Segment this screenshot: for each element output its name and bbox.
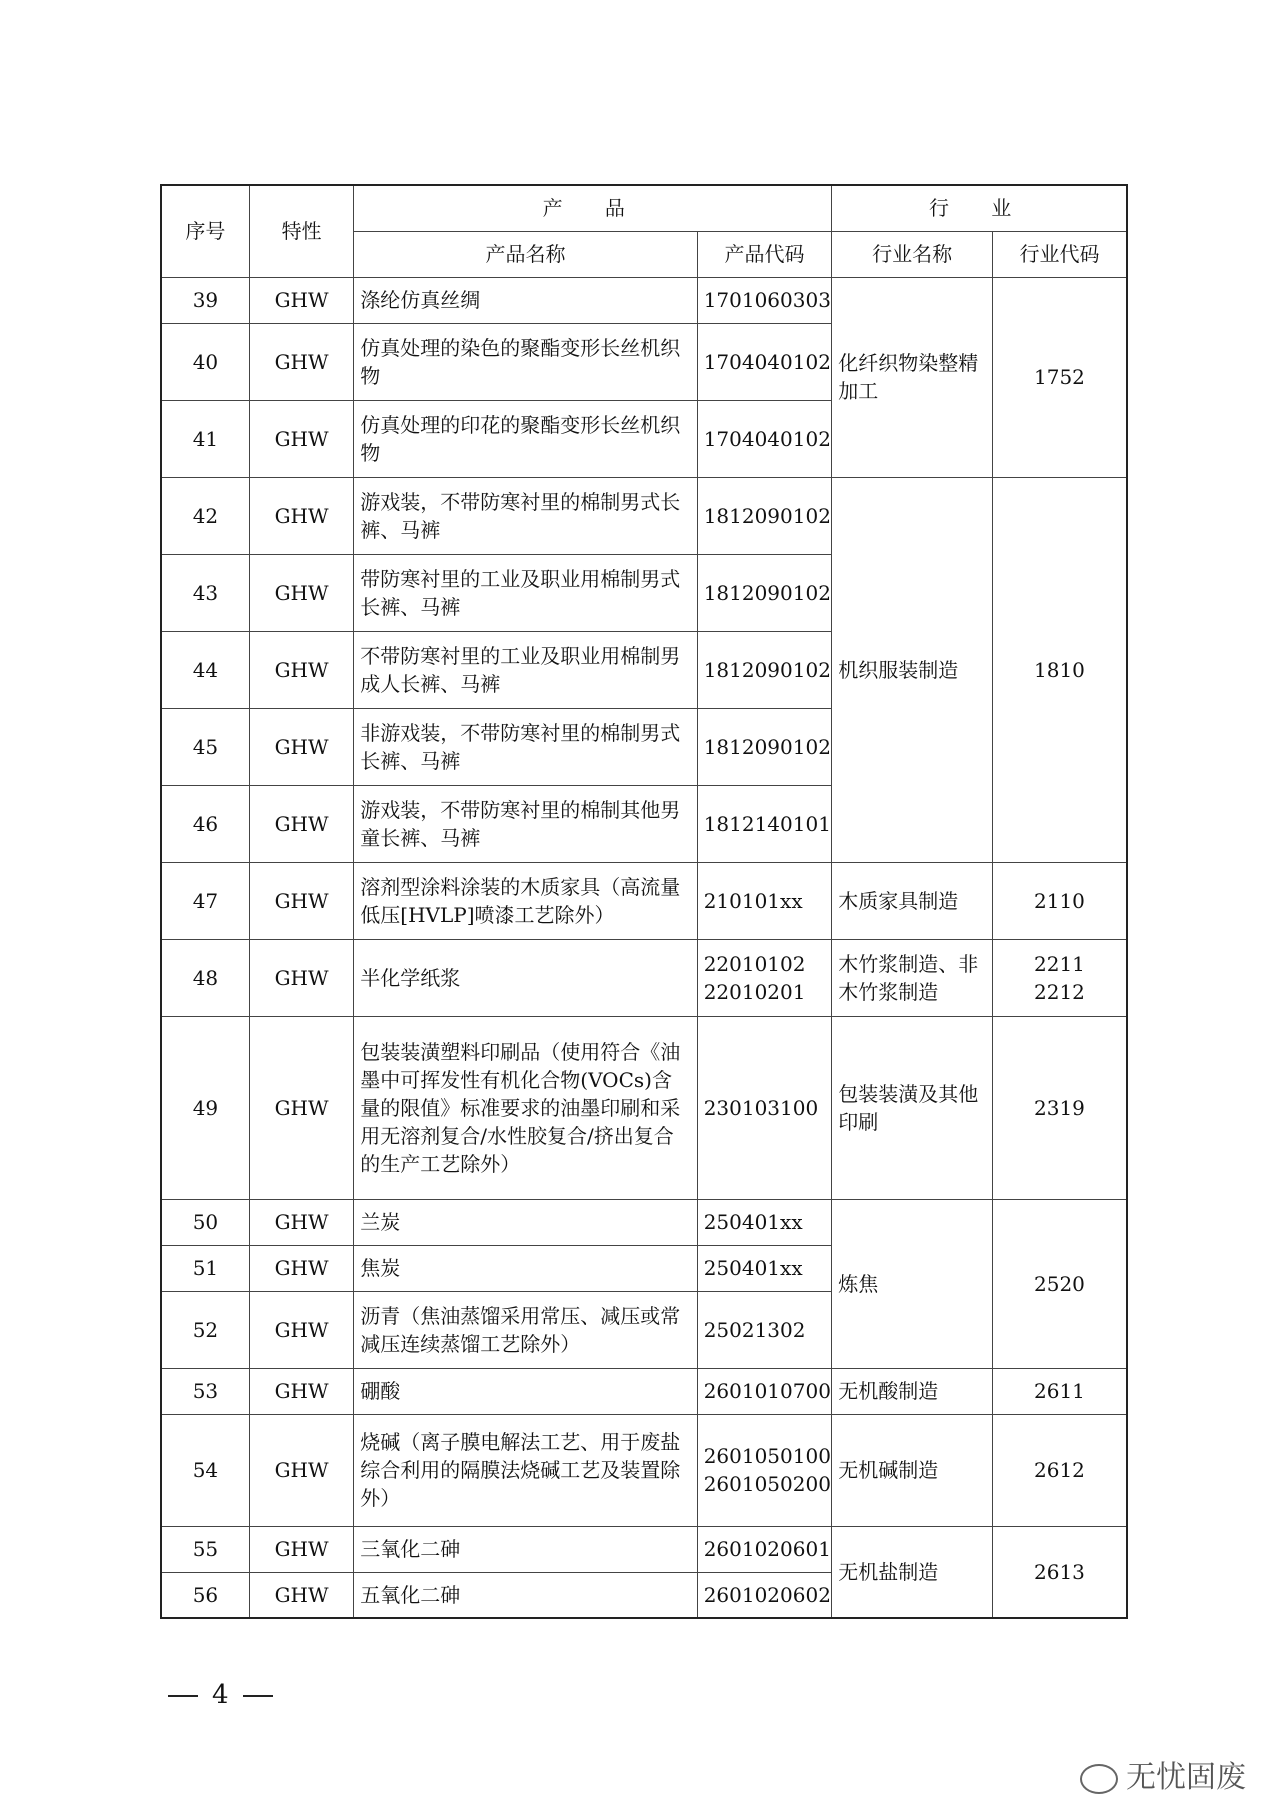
header-product-code: 产品代码 [697,231,832,277]
cell-trait: GHW [249,323,353,400]
cell-product-code: 25021302 [697,1291,832,1368]
cell-industry-code: 2520 [992,1199,1127,1368]
cell-product-code: 2601020602 [697,1572,832,1618]
cell-product-name: 涤纶仿真丝绸 [354,277,697,323]
cell-seq: 41 [161,400,249,477]
cell-seq: 44 [161,631,249,708]
cell-industry-code [992,939,1127,1016]
cell-product-name: 五氧化二砷 [354,1572,697,1618]
wechat-logo-icon [1080,1764,1118,1794]
product-code-line: 22010102 [703,951,806,976]
cell-seq: 51 [161,1245,249,1291]
cell-industry-name: 包装装潢及其他印刷 [832,1016,993,1199]
cell-seq: 48 [161,939,249,1016]
cell-product-code: 250401xx [697,1199,832,1245]
cell-product-code: 1812090102 [697,631,832,708]
cell-trait: GHW [249,277,353,323]
cell-trait: GHW [249,1526,353,1572]
cell-product-code: 210101xx [697,862,832,939]
cell-product-code: 1704040102 [697,400,832,477]
cell-industry-name: 炼焦 [832,1199,993,1368]
cell-product-name: 兰炭 [354,1199,697,1245]
cell-product-name: 游戏装，不带防寒衬里的棉制男式长裤、马裤 [354,477,697,554]
table-row [161,939,1127,1016]
table-row [161,477,1127,554]
cell-product-code: 1812090102 [697,477,832,554]
cell-product-code: 1812140101 [697,785,832,862]
header-industry-name: 行业名称 [832,231,993,277]
cell-product-name: 烧碱（离子膜电解法工艺、用于废盐综合利用的隔膜法烧碱工艺及装置除外） [354,1414,697,1526]
table-row [161,277,1127,323]
cell-product-code: 2601010700 [697,1368,832,1414]
cell-product-code: 1704040102 [697,323,832,400]
cell-trait: GHW [249,1368,353,1414]
cell-seq: 45 [161,708,249,785]
header-product-group: 产 品 [354,185,832,231]
cell-industry-name: 无机碱制造 [832,1414,993,1526]
cell-product-name: 不带防寒衬里的工业及职业用棉制男成人长裤、马裤 [354,631,697,708]
cell-product-code: 250401xx [697,1245,832,1291]
page-number-value: 4 [212,1680,229,1710]
cell-product-name: 带防寒衬里的工业及职业用棉制男式长裤、马裤 [354,554,697,631]
cell-seq: 46 [161,785,249,862]
cell-industry-name: 木竹浆制造、非木竹浆制造 [832,939,993,1016]
header-trait: 特性 [249,185,353,277]
header-industry-code: 行业代码 [992,231,1127,277]
cell-trait: GHW [249,554,353,631]
cell-trait: GHW [249,708,353,785]
cell-trait: GHW [249,1016,353,1199]
cell-trait: GHW [249,477,353,554]
cell-seq: 54 [161,1414,249,1526]
cell-product-name: 三氧化二砷 [354,1526,697,1572]
cell-seq: 43 [161,554,249,631]
cell-product-code [697,1414,832,1526]
cell-product-name: 仿真处理的染色的聚酯变形长丝机织物 [354,323,697,400]
cell-industry-code: 2110 [992,862,1127,939]
cell-trait: GHW [249,785,353,862]
cell-trait: GHW [249,1199,353,1245]
cell-industry-name: 机织服装制造 [832,477,993,862]
cell-seq: 42 [161,477,249,554]
watermark [1080,1752,1246,1796]
cell-product-name: 沥青（焦油蒸馏采用常压、减压或常减压连续蒸馏工艺除外） [354,1291,697,1368]
page-number [168,1680,273,1710]
cell-trait: GHW [249,939,353,1016]
cell-product-name: 溶剂型涂料涂装的木质家具（高流量低压[HVLP]喷漆工艺除外） [354,862,697,939]
cell-industry-name: 化纤织物染整精加工 [832,277,993,477]
page-number-dash [168,1695,198,1697]
cell-trait: GHW [249,1245,353,1291]
product-code-line: 22010201 [703,979,806,1004]
header-seq: 序号 [161,185,249,277]
cell-product-code: 1812090102 [697,708,832,785]
cell-seq: 47 [161,862,249,939]
header-product-name: 产品名称 [354,231,697,277]
cell-product-name: 游戏装，不带防寒衬里的棉制其他男童长裤、马裤 [354,785,697,862]
cell-industry-code: 1810 [992,477,1127,862]
cell-product-name: 包装装潢塑料印刷品（使用符合《油墨中可挥发性有机化合物(VOCs)含量的限值》标准要求的油墨印刷和采用无溶剂复合/水性胶复合/挤出复合的生产工艺除外） [354,1016,697,1199]
table-row [161,862,1127,939]
table-row [161,1368,1127,1414]
cell-product-code: 1701060303 [697,277,832,323]
industry-code-line: 2212 [1034,979,1085,1004]
industry-code-line: 2211 [1034,951,1085,976]
cell-trait: GHW [249,1414,353,1526]
table-row [161,1414,1127,1526]
cell-product-code: 230103100 [697,1016,832,1199]
cell-seq: 40 [161,323,249,400]
cell-trait: GHW [249,631,353,708]
cell-product-name: 硼酸 [354,1368,697,1414]
cell-industry-name: 无机盐制造 [832,1526,993,1618]
product-code-line: 2601050200 [703,1472,831,1496]
cell-industry-code: 1752 [992,277,1127,477]
cell-seq: 55 [161,1526,249,1572]
cell-product-code: 1812090102 [697,554,832,631]
cell-industry-name: 无机酸制造 [832,1368,993,1414]
cell-seq: 56 [161,1572,249,1618]
cell-seq: 39 [161,277,249,323]
table-row [161,1199,1127,1245]
product-code-line: 2601050100 [703,1444,831,1468]
cell-product-name: 焦炭 [354,1245,697,1291]
cell-product-code: 2601020601 [697,1526,832,1572]
cell-trait: GHW [249,1291,353,1368]
cell-product-name: 半化学纸浆 [354,939,697,1016]
cell-trait: GHW [249,1572,353,1618]
cell-product-name: 仿真处理的印花的聚酯变形长丝机织物 [354,400,697,477]
cell-trait: GHW [249,862,353,939]
header-industry-group: 行 业 [832,185,1127,231]
table-row [161,1016,1127,1199]
cell-industry-code: 2611 [992,1368,1127,1414]
watermark-text: 无忧固废 [1126,1760,1246,1795]
cell-seq: 50 [161,1199,249,1245]
cell-industry-name: 木质家具制造 [832,862,993,939]
cell-industry-code: 2319 [992,1016,1127,1199]
cell-trait: GHW [249,400,353,477]
cell-seq: 49 [161,1016,249,1199]
cell-seq: 52 [161,1291,249,1368]
page-number-dash [243,1695,273,1697]
cell-product-name: 非游戏装，不带防寒衬里的棉制男式长裤、马裤 [354,708,697,785]
cell-industry-code: 2613 [992,1526,1127,1618]
cell-industry-code: 2612 [992,1414,1127,1526]
table-row [161,1526,1127,1572]
cell-seq: 53 [161,1368,249,1414]
cell-product-code [697,939,832,1016]
product-industry-table [160,184,1128,1619]
